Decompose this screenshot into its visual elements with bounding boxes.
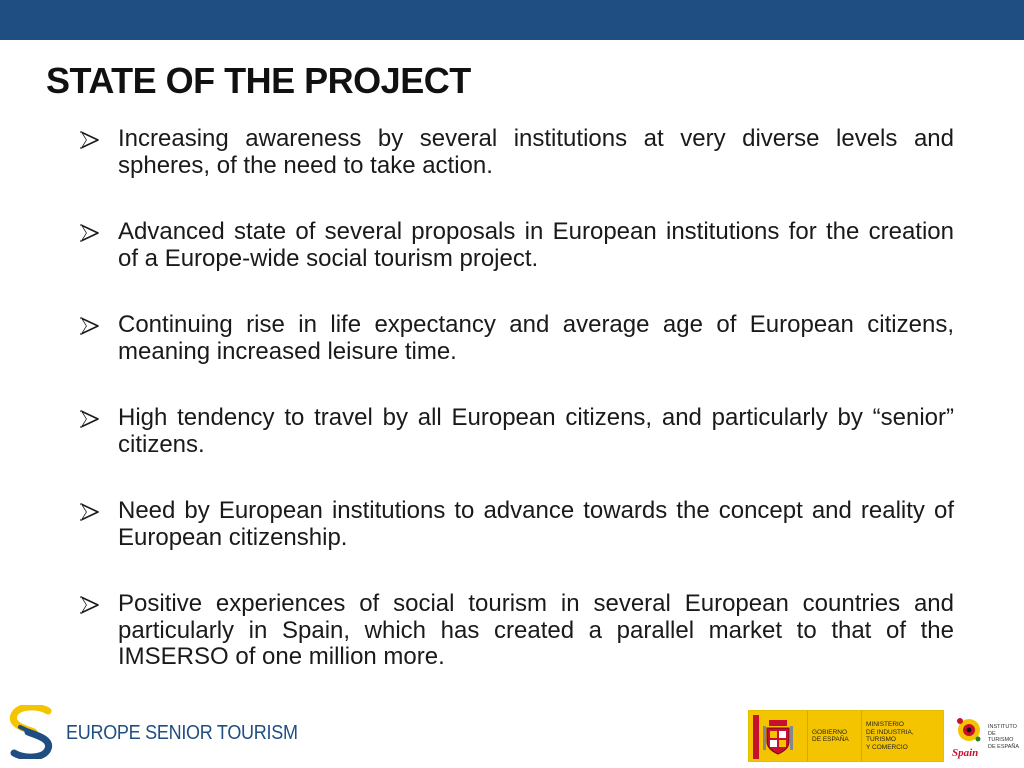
bullet-text: High tendency to travel by all European citizens, and particularly by “senior” citizens. — [118, 404, 954, 458]
bullet-text: Advanced state of several proposals in European institutions for the creation of a Europe-wide social tourism project. — [118, 218, 954, 272]
arrowhead-bullet-icon — [80, 405, 118, 432]
bullet-item — [80, 312, 954, 365]
ministry-name: MINISTERIO DE INDUSTRIA, TURISMO Y COMERCIO — [861, 711, 943, 761]
bullet-text: Increasing awareness by several institutions at very diverse levels and spheres, of the need to take action. — [118, 125, 954, 179]
spain-wordmark: Spain — [952, 747, 979, 759]
turespana-logo — [952, 714, 1020, 760]
spain-sun-logo-icon — [952, 715, 986, 759]
spain-coat-of-arms-icon — [749, 711, 807, 761]
header-bar — [0, 0, 1024, 40]
arrowhead-bullet-icon — [80, 219, 118, 246]
arrowhead-bullet-icon — [80, 591, 118, 618]
tourism-institute-name: INSTITUTO DE TURISMO DE ESPAÑA — [988, 724, 1020, 750]
bullet-text: Positive experiences of social tourism in several European countries and particularly in Spain, which has created a parallel market to that of the IMSERSO of one million more. — [118, 590, 954, 670]
arrowhead-bullet-icon — [80, 126, 118, 153]
arrowhead-bullet-icon — [80, 498, 118, 525]
footer-brand-name: EUROPE SENIOR TOURISM — [66, 722, 298, 744]
bullet-item — [80, 219, 954, 272]
bullet-item — [80, 498, 954, 551]
slide-title: STATE OF THE PROJECT — [46, 60, 471, 101]
bullet-text: Continuing rise in life expectancy and average age of European citizens, meaning increased leisure time. — [118, 311, 954, 365]
bullet-list — [80, 126, 954, 711]
arrowhead-bullet-icon — [80, 312, 118, 339]
government-of-spain-logo — [748, 710, 944, 762]
bullet-item — [80, 591, 954, 671]
europe-senior-tourism-logo-icon — [8, 705, 54, 759]
bullet-item — [80, 405, 954, 458]
bullet-text: Need by European institutions to advance towards the concept and reality of European citizenship. — [118, 497, 954, 551]
government-name: GOBIERNO DE ESPAÑA — [807, 711, 861, 761]
bullet-item — [80, 126, 954, 179]
